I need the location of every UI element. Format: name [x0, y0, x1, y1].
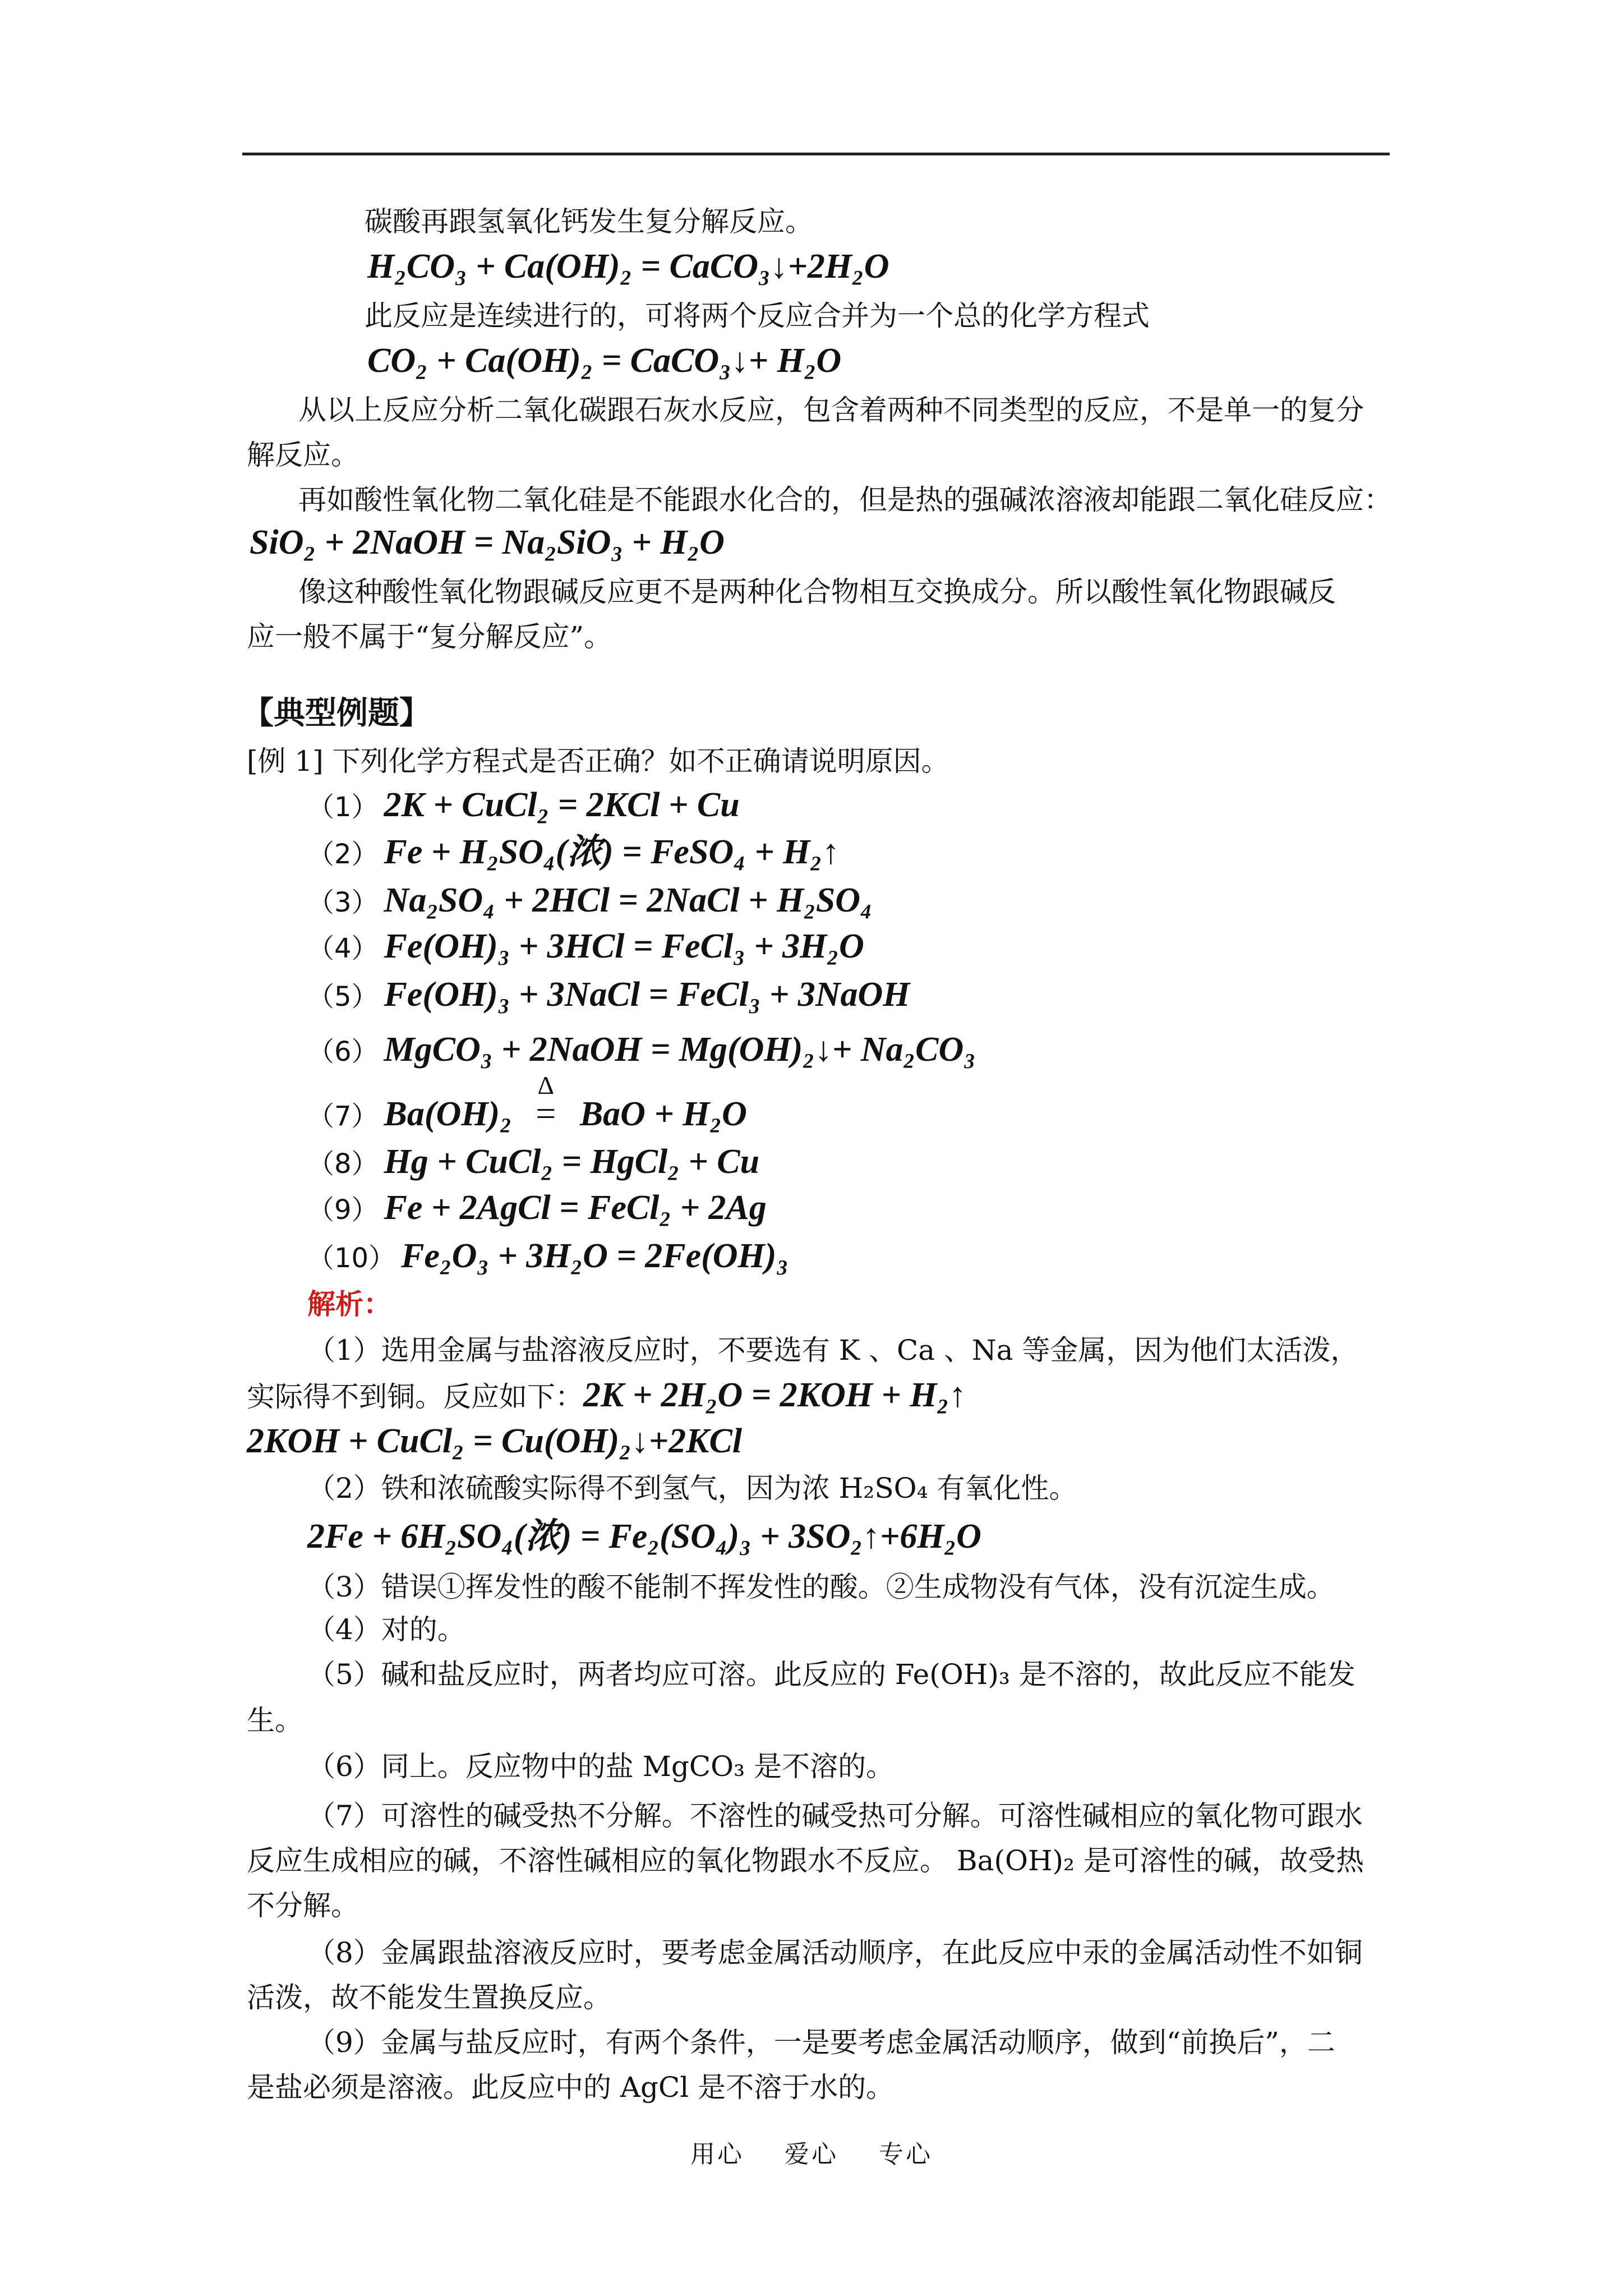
example-item: [307, 1188, 767, 1230]
item-number: （10）: [307, 1243, 396, 1274]
analysis-text: 实际得不到铜。反应如下：: [247, 1381, 583, 1413]
equation: Na₂SO₄ + 2HCl = 2NaCl + H₂SO₄: [384, 881, 873, 919]
page-footer: [0, 2134, 1623, 2170]
text-line: 再如酸性氧化物二氧化硅是不能跟水化合的，但是热的强碱浓溶液却能跟二氧化硅反应：: [298, 484, 1392, 516]
analysis-label: 解析：: [307, 1287, 391, 1320]
equation: 2K + CuCl₂ = 2KCl + Cu: [384, 786, 740, 824]
example-item: [307, 975, 910, 1016]
text-line: 不分解。: [247, 1889, 359, 1922]
text-line: 活泼，故不能发生置换反应。: [247, 1981, 611, 2014]
equation: 2KOH + CuCl₂ = Cu(OH)₂↓+2KCl: [247, 1422, 743, 1460]
text-line: （7）可溶性的碱受热不分解。不溶性的碱受热可分解。可溶性碱相应的氧化物可跟水: [307, 1800, 1363, 1832]
section-heading: 【典型例题】: [242, 694, 431, 731]
equation: CO₂ + Ca(OH)₂ = CaCO₃↓+ H₂O: [367, 342, 842, 380]
example-item: [307, 1071, 747, 1136]
example-item: [307, 1142, 759, 1184]
equation: Fe(OH)₃ + 3HCl = FeCl₃ + 3H₂O: [384, 927, 864, 965]
text-line: 像这种酸性氧化物跟碱反应更不是两种化合物相互交换成分。所以酸性氧化物跟碱反: [298, 576, 1336, 608]
text-line: 是盐必须是溶液。此反应中的 AgCl 是不溶于水的。: [247, 2071, 895, 2104]
equation: SiO₂ + 2NaOH = Na₂SiO₃ + H₂O: [250, 523, 725, 562]
equation: MgCO₃ + 2NaOH = Mg(OH)₂↓+ Na₂CO₃: [384, 1030, 976, 1069]
equation: Hg + CuCl₂ = HgCl₂ + Cu: [384, 1143, 760, 1181]
item-number: （4）: [307, 933, 379, 964]
footer-word: 专心: [879, 2140, 933, 2169]
text-line: （1）选用金属与盐溶液反应时，不要选有 K 、Ca 、Na 等金属，因为他们太活泼，: [307, 1334, 1359, 1366]
text-line: （6）同上。反应物中的盐 MgCO₃ 是不溶的。: [307, 1750, 895, 1783]
text-line: （9）金属与盐反应时，有两个条件，一是要考虑金属活动顺序，做到“前换后”，二: [307, 2026, 1335, 2059]
item-number: （9）: [307, 1194, 379, 1226]
footer-word: 用心: [690, 2140, 744, 2169]
text-line: 碳酸再跟氢氧化钙发生复分解反应。: [365, 205, 813, 238]
text-line: 生。: [247, 1704, 303, 1737]
example-title: [例 1] 下列化学方程式是否正确？如不正确请说明原因。: [247, 745, 949, 777]
example-item: [307, 1236, 789, 1278]
heat-equals-sign: Δ =: [520, 1094, 571, 1134]
text-line: （2）铁和浓硫酸实际得不到氢气，因为浓 H₂SO₄ 有氧化性。: [307, 1472, 1077, 1504]
equation: Fe + H₂SO₄(浓) = FeSO₄ + H₂↑: [384, 833, 840, 871]
footer-word: 爱心: [785, 2140, 838, 2169]
item-number: （6）: [307, 1036, 379, 1068]
text-line: 应一般不属于“复分解反应”。: [247, 620, 612, 653]
delta-icon: Δ: [537, 1071, 555, 1099]
example-item: [307, 1030, 976, 1071]
text-line: （3）错误①挥发性的酸不能制不挥发性的酸。②生成物没有气体，没有沉淀生成。: [307, 1571, 1335, 1603]
item-number: （2）: [307, 839, 379, 870]
text-line: 反应生成相应的碱，不溶性碱相应的氧化物跟水不反应。 Ba(OH)₂ 是可溶性的碱，故受热: [247, 1844, 1364, 1877]
equation-right: BaO + H₂O: [579, 1095, 747, 1133]
text-line: （8）金属跟盐溶液反应时，要考虑金属活动顺序，在此反应中汞的金属活动性不如铜: [307, 1936, 1363, 1969]
equation: 2K + 2H₂O = 2KOH + H₂↑: [583, 1376, 967, 1414]
item-number: （7）: [307, 1101, 379, 1132]
text-line: （4）对的。: [307, 1613, 465, 1646]
equation: Fe₂O₃ + 3H₂O = 2Fe(OH)₃: [401, 1237, 789, 1275]
equation: 2Fe + 6H₂SO₄(浓) = Fe₂(SO₄)₃ + 3SO₂↑+6H₂O: [307, 1517, 981, 1556]
example-item: [307, 927, 864, 968]
item-number: （3）: [307, 887, 379, 918]
item-number: （1）: [307, 792, 379, 823]
text-line: 此反应是连续进行的，可将两个反应合并为一个总的化学方程式: [365, 300, 1150, 332]
equation: Fe + 2AgCl = FeCl₂ + 2Ag: [384, 1189, 767, 1227]
text-line: 从以上反应分析二氧化碳跟石灰水反应，包含着两种不同类型的反应，不是单一的复分: [298, 394, 1364, 426]
text-line: [247, 1375, 966, 1416]
equation-left: Ba(OH)₂: [384, 1095, 512, 1133]
item-number: （8）: [307, 1148, 379, 1180]
equation: Fe(OH)₃ + 3NaCl = FeCl₃ + 3NaOH: [384, 976, 910, 1014]
item-number: （5）: [307, 981, 379, 1013]
header-rule: [242, 153, 1390, 155]
example-item: [307, 832, 840, 874]
equation: H₂CO₃ + Ca(OH)₂ = CaCO₃↓+2H₂O: [367, 247, 889, 286]
text-line: （5）碱和盐反应时，两者均应可溶。此反应的 Fe(OH)₃ 是不溶的，故此反应不能发: [307, 1658, 1355, 1691]
example-item: [307, 881, 873, 922]
text-line: 解反应。: [247, 439, 359, 471]
example-item: [307, 785, 740, 827]
